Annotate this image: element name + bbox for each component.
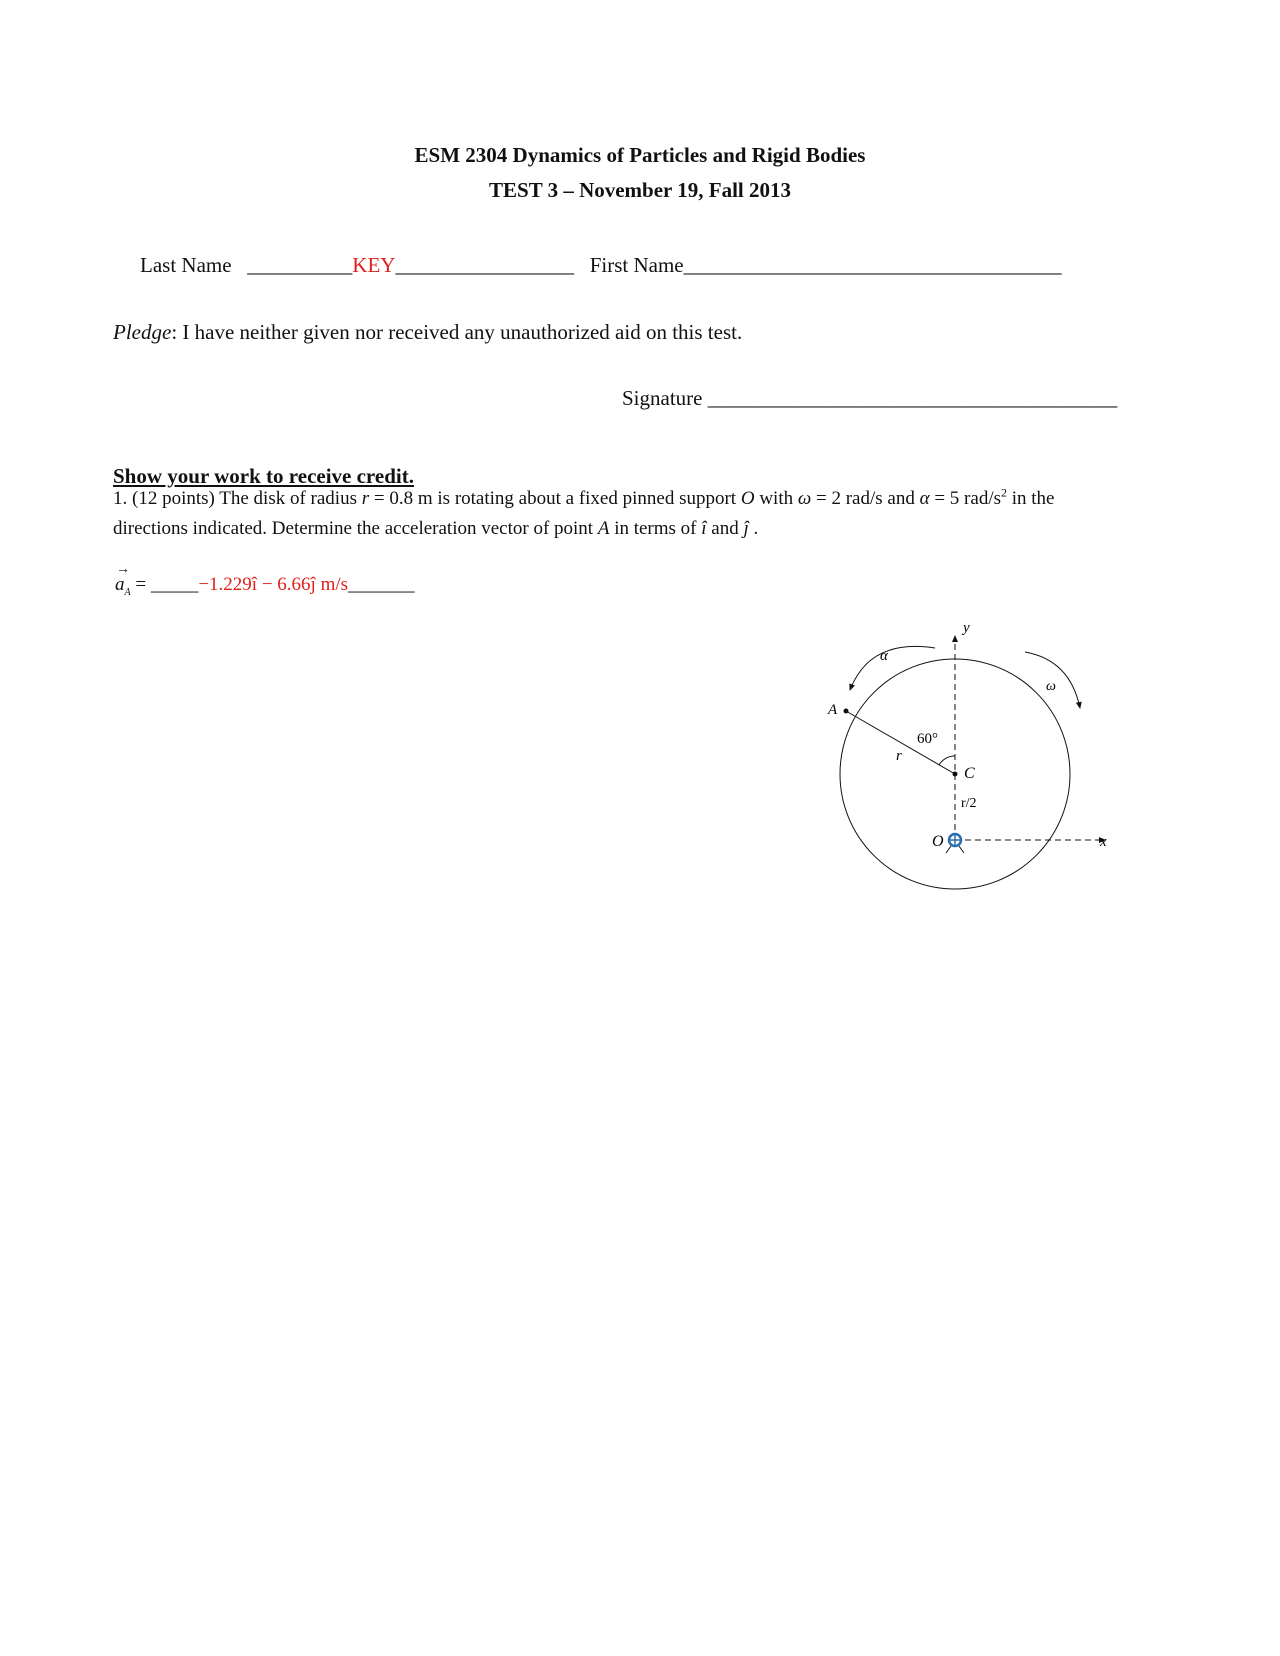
problem-text: . <box>748 518 759 539</box>
alpha-arrow <box>850 646 935 690</box>
r-half-label: r/2 <box>961 796 977 811</box>
r-label: r <box>896 748 902 764</box>
problem-text: = 2 rad/s and <box>811 488 920 509</box>
course-title: ESM 2304 Dynamics of Particles and Rigid Bodies <box>414 143 866 167</box>
angle-arc <box>939 756 955 765</box>
omega-symbol: ω <box>797 488 812 509</box>
answer-lhs-symbol: a <box>115 574 125 595</box>
signature-label: Signature <box>622 386 703 410</box>
r-symbol: r <box>361 488 370 509</box>
answer-value: −1.229î − 6.66ĵ m/s <box>198 574 349 595</box>
last-name-blank-pre: __________ <box>247 253 353 277</box>
j-hat-symbol: ĵ <box>743 518 749 539</box>
point-c <box>953 772 958 777</box>
pledge-text: : I have neither given nor received any unauthorized aid on this test. <box>171 320 743 344</box>
problem-text: directions indicated. Determine the acceleration vector of point <box>113 518 598 539</box>
problem-text: with <box>754 488 798 509</box>
answer-subscript: A <box>124 586 131 598</box>
exponent: 2 <box>1001 485 1007 500</box>
problem-text: 1. (12 points) The disk of radius <box>113 488 362 509</box>
vector-arrow-icon: → <box>116 562 130 577</box>
point-a <box>844 709 849 714</box>
pledge-line <box>113 320 742 345</box>
problem-text: and <box>706 518 744 539</box>
first-name-blank: ____________________________________ <box>683 253 1062 277</box>
instructions: Show your work to receive credit. <box>113 464 414 488</box>
o-symbol: O <box>740 488 755 509</box>
problem-text: = 5 rad/s <box>929 488 1001 509</box>
first-name-label: First Name <box>589 253 684 277</box>
radius-line <box>846 711 955 774</box>
problem-line-1 <box>113 485 1055 510</box>
test-title: TEST 3 – November 19, Fall 2013 <box>489 178 791 202</box>
answer-equals: = _____ <box>130 574 199 595</box>
i-hat-symbol: î <box>701 518 707 539</box>
disk-diagram <box>800 620 1130 910</box>
pledge-label: Pledge <box>113 320 172 344</box>
signature-line <box>622 386 1117 411</box>
omega-label: ω <box>1046 679 1056 694</box>
problem-text: in terms of <box>609 518 702 539</box>
a-label: A <box>828 702 838 718</box>
alpha-symbol: α <box>919 488 930 509</box>
y-label: y <box>963 620 970 636</box>
problem-text: in the <box>1007 488 1055 509</box>
o-label: O <box>932 833 944 850</box>
alpha-label: α <box>880 648 888 664</box>
problem-text: = 0.8 m is rotating about a fixed pinned support <box>369 488 741 509</box>
angle-label: 60° <box>917 731 938 747</box>
name-line <box>140 253 1062 278</box>
a-symbol: A <box>597 518 610 539</box>
signature-blank: _______________________________________ <box>707 386 1118 410</box>
x-label: x <box>1100 834 1107 850</box>
c-label: C <box>964 765 975 782</box>
last-name-value: KEY <box>352 253 396 277</box>
last-name-blank-post: _________________ <box>395 253 574 277</box>
answer-blank-tail: _______ <box>348 574 415 595</box>
last-name-label: Last Name <box>140 253 232 277</box>
answer-line <box>115 562 415 598</box>
problem-line-2 <box>113 518 758 540</box>
answer-lhs <box>115 562 131 598</box>
